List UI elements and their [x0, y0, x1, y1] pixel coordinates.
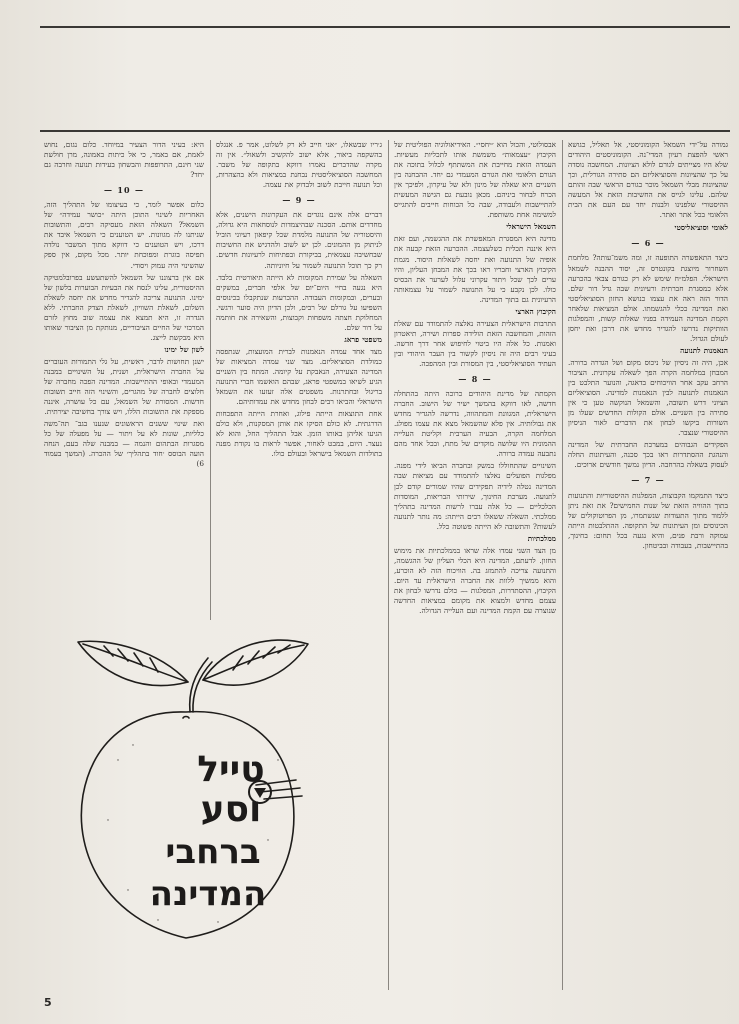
paragraph: אם אין ברצוננו של השמאל להשתעשע בפרובלמטיקה ההיסטורית, עלינו לנסח את הבעיות הבוערות בלשון של ימינו. התנועה צריכה להגדיר מחדש את יחסה לשאלת השלום, לשאלת השוויון, לשאלת הצדק החברתי. ללא הגדרה זו, היא תמצא את עצמה שוב מחוץ לזרם המרכזי של החיים הציבוריים, מנותקת מן הציבור שאותו היא מבקשת לייצג. [44, 272, 204, 342]
paragraph: אחת התוצאות הייתה פילוג, ואחרת הייתה התפכחות הדרגתית. לא כולם הסיקו את אותן המסקנות, ולא כולם הגיעו אליהן באותו הזמן. אבל התהליך החל, והוא לא נעצר. היום, במבט לאחור, אפשר לראות בו נקודת מפנה בתולדות השמאל בישראל ובעולם כולו. [216, 409, 382, 459]
ad-line-3: ברחבי [165, 832, 261, 872]
bold-phrase: לאומי וסוציאליסטי [674, 223, 728, 233]
bold-phrase: משפטי פראג [344, 334, 382, 344]
section-number: — 9 — [282, 195, 316, 206]
paragraph: הקמתה של מדינת היהודים כרוכה היתה בהתחלה חדשה, לאו דווקא בהמשך ישיר של הישוב. החברה הישראלית, המגוונת והמתהווה, נדרשה להגדיר מחדש את גבולותיה. אין פלא שהשמאל מצא את עצמו מפולג. המלחמה הקרה, הבעיה הערבית וקליטת העלייה ההמונית היו שלושה מוקדים של מתח, ובכל אחד מהם נתבעה עמדה ברורה. [394, 389, 556, 459]
column-3 [216, 140, 382, 618]
paragraph: מן הצד השני עמדו אלה שראו בממלכתיות את מימוש החזון. לדעתם, המדינה היא הכלי העליון של ההגשמה, והתנועה צריכה להתמזג בה. הוויכוח הזה לא הוכרע, והוא ממשיך ללוות את החברה הישראלית עד היום. הקיבוץ, ההסתדרות, המפלגות — כולם נדרשו לבחון את עצמם מחדש ולמצוא את מקומם במציאות החדשה שנוצרה עם הקמת המדינה ועם העלייה הגדולה. [394, 545, 556, 616]
top-rule [40, 26, 730, 28]
ad-line-2: וסע [200, 789, 262, 830]
paragraph: כיצד התמקמו הקבוצות, המפלגות ההיסטוריות והתנועות בתוך ההוויה הזאת של שנות החמישים? את זאת ניתן ללמוד מתוך התעודות שנשתמרו, מן הפרוטוקולים של הכינוסים ומן העיתונות של התקופה. ההתלבטות הייתה עמוקה ורבת פנים, והיא נגעה בכל תחום: בחינוך, בהתיישבות, בעבודה ובביטחון. [568, 490, 728, 550]
paragraph: גמורה על־ידי השמאל הקומוניסטי, אל תאליל, כגושא ראשי להפצת רעיון המדי־נה. הקומוניסטים היהודים שלא היו מצייתים לגורם לולא הציונות. המחשבה נוסדה על כך שהציונות והסוציאליזם הם סתירה הגורלית, וכך שהציונות מבלי השמאל מוכר כגורם הראשי שבה זהותם שלהם. עלינו לגייס את החשיבות הזאת אל המעשה ההיסטורי שלפנינו ולבנות יחד עם העם את הבית הלאומי בכל אתר ואתר. [568, 140, 728, 220]
paragraph: כלום אפשר לומר, כי בעיצומו של התהליך הזה, האחריות לשינוי התוכן היתה ״כושר עמידה״ של השמאל? השאלה הזאת מעסיקה רבים, והתשובות שניתנו לה מגוונות. יש הטוענים כי השמאל איבד את דרכו, ויש הטוענים כי דווקא מתוך המשבר נולדה תפיסה בוגרת ומפוכחת יותר. מכל מקום, אין ספק שהשינוי היה עמוק ויסודי. [44, 200, 204, 270]
ad-line-1: טייל [197, 749, 265, 790]
paragraph: התרבות הישראלית הצעירה נאלצה להתמודד עם שאלת הזהות, והמחשבה הזאת הולידה ספרות ושירה, תיאטרון ואמנות. כל אלה היו ביטוי לחיפוש אחר דרך חדשה. בעיני רבים היה זה ניסיון לקשור בין העבר היהודי ובין העתיד הסוציאליסטי, בין המסורת ובין המהפכה. [394, 318, 556, 368]
orange-advertisement [38, 620, 334, 960]
column-1 [568, 140, 728, 995]
bold-phrase: ממלכתיות [527, 533, 556, 543]
section-number: — 8 — [458, 374, 492, 385]
paragraph: אבסולוטי, והכול הוא ״יחסי״. האידיאולוגיה הפוליטית של הקיבוץ ״עצמאות״ משמשת אותו לתכליות מעשיות. העמדה הזאת מחייבת את המשתתף לכלול בתוכה את הגורם הלאומי ואת הגורם המעמדי גם יחד. ההבחנה בין השניים היא שאלה של מינון ולא של עיקרון, ולפיכך אין הכרח לבחור ביניהם. מכאן נובעת גם הגישה המעשית להתיישבות ולעבודה, שבה כל הכוחות חייבים להתגייס למשימה אחת משותפת. [394, 140, 556, 220]
paragraph: השינויים שהתחוללו במשק ובחברה הביאו לידי מפנה. מפלגות הפועלים נאלצו להתמודד עם מציאות שבה המדינה נטלה לידיה תפקידים שהיו שמורים קודם לכן לתנועה. מערכת החינוך, שירותי הבריאות, המוסדות הכלכליים — כל אלה עברו לרשות המדינה בתהליך ממלכתי. השאלה ששאלו רבים הייתה: מה נותר לתנועה לעשות? והתשובה לא הייתה פשוטה כלל. [394, 461, 556, 531]
paragraph: מצד אחד עמדה הנאמנות לברית המועצות, שנתפסה כמולדת הסוציאליזם. מצד שני עמדה המציאות של המדינה הצעירה, הנאבקת על קיומה. המתח בין השניים הגיע לשיאו במשפטי פראג, שבהם הואשמו חברי התנועה בריגול ובחתרנות. משפטים אלה זעזעו את השמאל הישראלי והביאו רבים לבחון מחדש את עמדותיהם. [216, 346, 382, 407]
paragraph: דברים אלה אינם נוגדים את העקרונות הישנים, אלא מחדדים אותם. הסכנה שבהיצמדות לנוסחאות היא גדולה, והיסטוריה של התנועה מלמדת שכל קיפאון רעיוני הוביל לניתוק מן ההמונים. לכן יש לשוב ולהדגיש את החשיבות שבחשיבה עצמאית, בביקורת ובפתיחות לרעיונות חדשים. רק כך תוכל התנועה לשמור על חיוניותה. [216, 210, 382, 270]
column-2 [394, 140, 556, 995]
bold-phrase: הקיבוץ הארצי [515, 306, 556, 316]
section-number: — 10 — [104, 185, 144, 196]
bold-phrase: הנאמנות לתנועה [680, 345, 728, 355]
paragraph: היא: בעיני הדור הצעיר במיוחד. כלום נגזם, נחוש לאמת, אם באמר, כי אל כיתות באמונה, מרן חולשת שני חינם, התרופפות והבשחון בעידות תנועה וחרבה גם יחד? [44, 140, 204, 180]
paragraph: כיצד התאפשרה התופעה זו, ומה משמ־עותה? מלחמת השחרור מיוצגת בקונטרס זה, יסוד ההבנה לשמאל הישראלי. הפלמ״ח שימש לא רק כגורם צבאי בהכרעה אלא כמסגרת חברתית ורעיונית שבה גדל דור שלם. הדור הזה ראה את עצמו כנושא החזון הסוציאליסטי ואת המדינה ככלי להגשמתו. אולם המציאות שלאחר הקמת המדינה העמידה בפניו שאלות קשות, והמפלגות הוותיקות נדרשו להגדיר מחדש את דרכן ואת יחסן לעולם הגדול. [568, 253, 728, 343]
paragraph: ג׳ריו שבשאלו, ״אני חייב לא רק לשלוט, אמר פ. אנגלס בהשקפה ביאור, אלא ישוב להקשיב ולשאול״. אין זה מקרה שהדברים נאמרו דווקא בתקופה של משבר. המחשבה הסוציאליסטית נבחנת במציאות ולא בהצהרות, וכל תנועה חייבת לשוב ולבדוק את עצמה. [216, 140, 382, 190]
column-divider [388, 140, 389, 990]
column-divider [562, 140, 563, 990]
paragraph: אכן, היה זה ניסיון של ניכוס מקום ושל הגדרה ברורה. המבחן במלחמה הקרה הפך לשאלה עקרונית. הציבור הרחב עקב אחר הוויכוחים בדאגה, והנוער התלבט בין הנאמנות לתנועה לבין הנאמנות למדינה. הסוציאליזם הציוני דרש תשובה, והשמאל הנוקשה טען כי אין סתירה בין השניים. אולם הקולות החדשים שעלו מן השורות ביקשו לבחון את הדברים לאור הניסיון ההיסטורי שנצבר. [568, 357, 728, 438]
paragraph: ואת שינוי ששנים הראשונים שנענו בגב־ תה־משה כלליות, שונות לא על ויתור — על מפעלה של כל מסגרות הבתהום והנמה — במבנה שלה בעם, הנחה הועה הבוסס ׳חוד בתהליך׳ של ההכרה. (המשך בעמוד 6) [44, 419, 204, 469]
section-number: — 6 — [631, 238, 665, 249]
column-4 [44, 140, 204, 618]
bold-phrase: השמאל הישראלי [506, 222, 556, 232]
paragraph: מדינה היא המסגרת המאפשרת את ההגשמה, ועם זאת היא איננה תכלית כשלעצמה. ההכרעה הזאת קבעה את אופיה של התנועה ואת יחסה לשאלות היסוד. מגמת הקיבוץ הארצי וחבריו ראו בכך את המבחן העליון, והיו ערים לכך שכל ויתור עקרוני עלול לערער את הבסיס כולו. לכן נקבע כי על התנועה לשמור על עצמאותה הרעיונית גם בתוך המדינה. [394, 234, 556, 304]
ad-line-4: המדינה [149, 874, 267, 914]
section-number: — 7 — [631, 475, 665, 486]
bold-phrase: לשון של ימינו [164, 344, 204, 354]
column-divider [210, 140, 211, 620]
paragraph: ישנן תחושות לדבר, ראשית, על גלי התמורות העוברים על החברה הישראלית, ושנית, על השינויים במבנה המעמדי ובאופי ההתיישבות. המדינה הפכה מחברה של חלוצים לחברה של מהגרים, והשינוי הזה חייב תשובות חדשות. המסורת של השמאל, עם כל עושרה, איננה מספקת את התשובות הללו, ויש צורך בחשיבה יצירתית. [44, 356, 204, 417]
header-rule [40, 130, 730, 132]
page-number: 5 [44, 996, 52, 1009]
paragraph: הפקידים הגבוהים במערכת החברתית של המדינה והנהגת ההסתדרות ראו בכך סכנה, והעיתונות החלה לעסוק בשאלה בהרחבה. הדיון נמשך חודשים ארוכים. [568, 440, 728, 470]
paragraph: השאלה על שמירת המקומות לא הייתה תיאורטית בלבד. היא נגעה בחיי היום־יום של אלפי חברים, במשקים ובערים, ובמקומות העבודה. ההכרעות שנתקבלו בכינוסים השפיעו על גורלם של רבים, ולכן הדיון היה סוער ורגשי. המחלוקת חצתה משפחות וקבוצות, והשאירה את חותמה על דור שלם. [216, 272, 382, 332]
